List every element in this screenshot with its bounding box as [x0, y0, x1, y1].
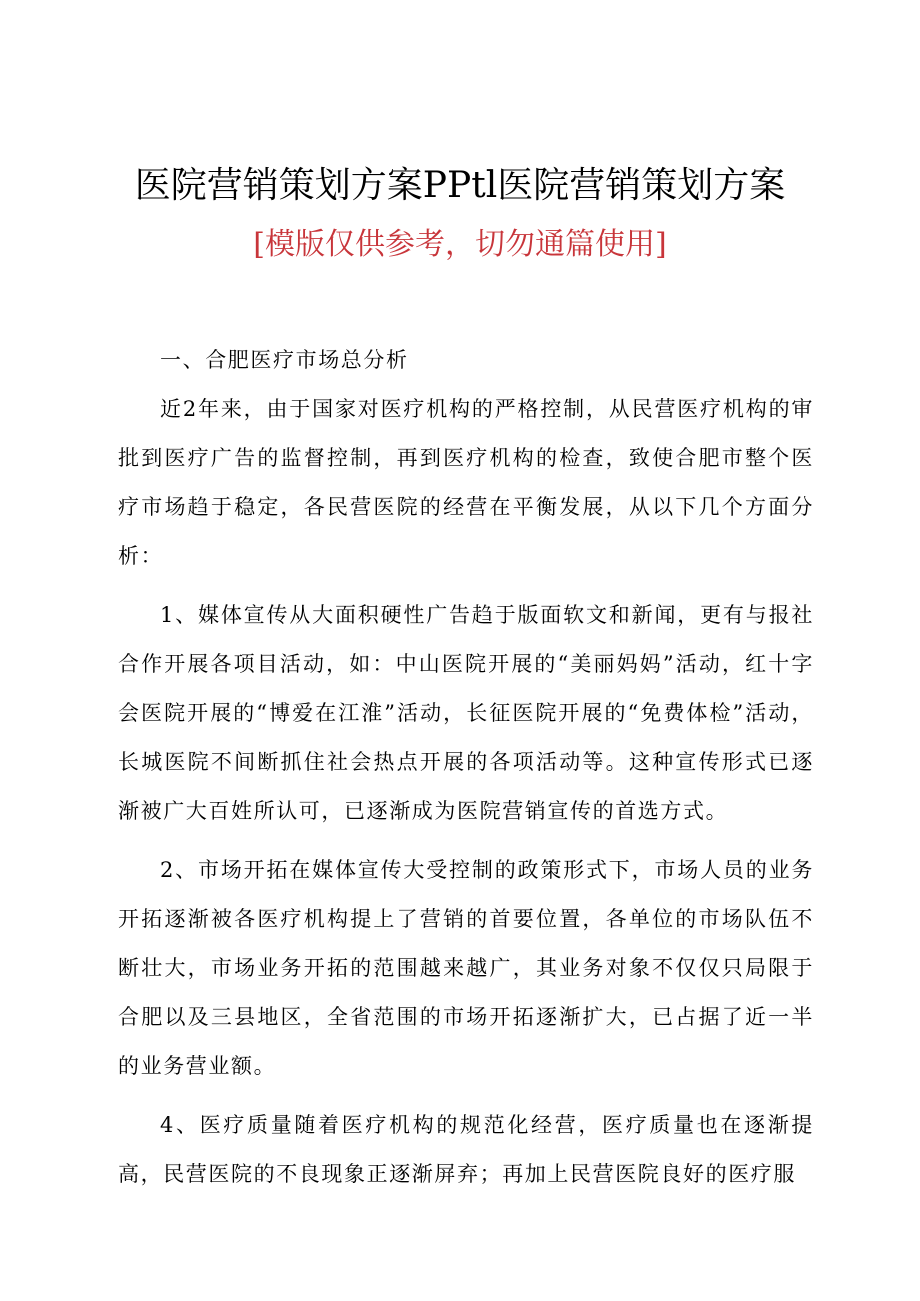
document-subtitle: [模版仅供参考，切勿通篇使用] [253, 227, 667, 262]
paragraph-quality: 4、医疗质量随着医疗机构的规范化经营，医疗质量也在逐渐提高，民营医院的不良现象正逐渐屏弃；再加上民营医院良好的医疗服 [118, 1113, 814, 1186]
paragraph-intro: 近2年来，由于国家对医疗机构的严格控制，从民营医疗机构的审批到医疗广告的监督控制，再到医疗机构的检查，致使合肥市整个医疗市场趋于稳定，各民营医院的经营在平衡发展，从以下几个方面分析： [118, 397, 814, 568]
document-title: 医院营销策划方案PPtl医院营销策划方案 [134, 165, 786, 206]
document-body [118, 336, 814, 1199]
paragraph-market: 2、市场开拓在媒体宣传大受控制的政策形式下，市场人员的业务开拓逐渐被各医疗机构提上了营销的首要位置，各单位的市场队伍不断壮大，市场业务开拓的范围越来越广，其业务对象不仅仅只局限于合肥以及三县地区，全省范围的市场开拓逐渐扩大，已占据了近一半的业务营业额。 [118, 858, 814, 1078]
section-heading: 一、合肥医疗市场总分析 [160, 348, 409, 372]
paragraph-media: 1、媒体宣传从大面积硬性广告趋于版面软文和新闻，更有与报社合作开展各项目活动，如：中山医院开展的“美丽妈妈”活动，红十字会医院开展的“博爱在江淮”活动，长征医院开展的“免费体检”活动，长城医院不间断抓住社会热点开展的各项活动等。这种宣传形式已逐渐被广大百姓所认可，已逐渐成为医院营销宣传的首选方式。 [118, 603, 814, 823]
